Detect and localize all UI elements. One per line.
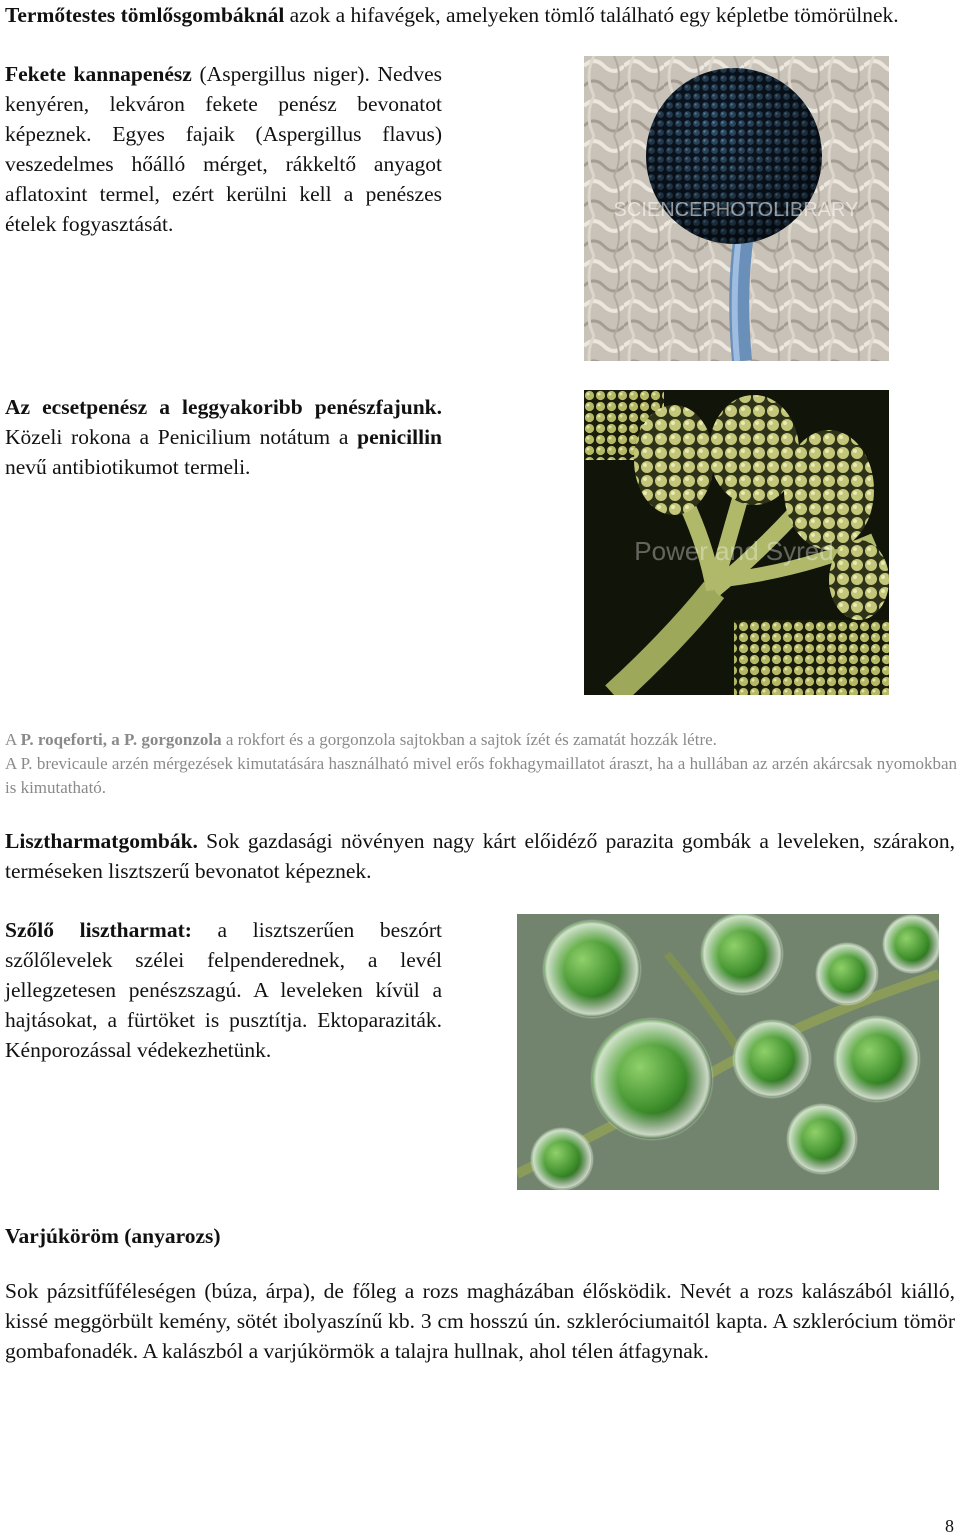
aspergillus-photo bbox=[584, 56, 889, 361]
intro-text: azok a hifavégek, amelyeken tömlő található egy képletbe tömörülnek. bbox=[284, 3, 899, 27]
page-number: 8 bbox=[945, 1516, 954, 1536]
lisztharmat-text: Sok gazdasági növényen nagy kárt előidéző parazita gombák a leveleken, szárakon, terméseken lisztszerű bevonatot képeznek. bbox=[5, 829, 955, 883]
penicillium-bold: Az ecsetpenész a leggyakoribb penészfajunk. bbox=[5, 395, 442, 419]
aspergillus-text: (Aspergillus niger). Nedves kenyéren, lekváron fekete penész bevonatot képeznek. Egyes fajaik (Aspergillus flavus) veszedelmes hőálló mérget, rákkeltő anyagot aflatoxint termel, ezért kerülni kell a penészes ételek fogyasztását. bbox=[5, 62, 442, 236]
lisztharmat-bold: Lisztharmatgombák. bbox=[5, 829, 198, 853]
brevicaule-p: P. bbox=[20, 754, 33, 773]
brevicaule-a2: A bbox=[5, 754, 21, 773]
aspergillus-paragraph bbox=[5, 59, 442, 239]
penicillium-paragraph bbox=[5, 392, 442, 482]
szolo-bold: Szőlő lisztharmat: bbox=[5, 918, 192, 942]
aspergillus-watermark: SCIENCEPHOTOLIBRARY bbox=[613, 199, 859, 221]
roqueforti-bold: P. roqeforti, a P. gorgonzola bbox=[20, 730, 222, 749]
roqueforti-text: a rokfort és a gorgonzola sajtokban a sajtok ízét és zamatát hozzák létre. bbox=[221, 730, 717, 749]
roqueforti-a1: A bbox=[5, 730, 21, 749]
szolo-paragraph bbox=[5, 915, 442, 1065]
brevicaule-paragraph bbox=[5, 752, 957, 800]
szolo-text: a lisztszerűen beszórt szőlőlevelek szélei felpenderednek, a levél jellegzetesen penészszagú. A leveleken kívül a hajtásokat, a fürtöket is pusztítja. Ektoparaziták. Kénporozással védekezhetünk. bbox=[5, 918, 442, 1062]
brevicaule-text: brevicaule arzén mérgezések kimutatására használható mivel erős fokhagymaillatot áraszt, ha a hullában az arzén akárcsak nyomokban is kimutatható. bbox=[5, 754, 958, 797]
penicillin-bold: penicillin bbox=[357, 425, 442, 449]
varjukorom-paragraph: Sok pázsitfűféleségen (búza, árpa), de főleg a rozs magházában élősködik. Nevét a rozs kalászából kiálló, kissé meggörbült kemény, sötét ibolyaszínű kb. 3 cm hosszú ún. szkleróciumaitól kapta. A szklerócium tömör gombafonadék. A kalászból a varjúkörmök a talajra hullnak, ahol télen átfagynak. bbox=[5, 1279, 955, 1363]
intro-paragraph bbox=[5, 0, 955, 30]
penicillium-watermark: Power and Syred bbox=[634, 536, 834, 566]
varjukorom-heading: Varjúköröm (anyarozs) bbox=[5, 1224, 221, 1248]
intro-bold: Termőtestes tömlősgombáknál bbox=[5, 3, 285, 27]
roqueforti-paragraph bbox=[5, 728, 955, 752]
lisztharmat-paragraph bbox=[5, 826, 955, 886]
penicillium-text: Közeli rokona a Penicilium notátum a bbox=[5, 425, 358, 449]
penicillium-photo bbox=[584, 390, 889, 695]
mildew-photo bbox=[517, 914, 939, 1190]
aspergillus-bold: Fekete kannapenész bbox=[5, 62, 192, 86]
penicillium-text-end: nevű antibiotikumot termeli. bbox=[5, 455, 251, 479]
